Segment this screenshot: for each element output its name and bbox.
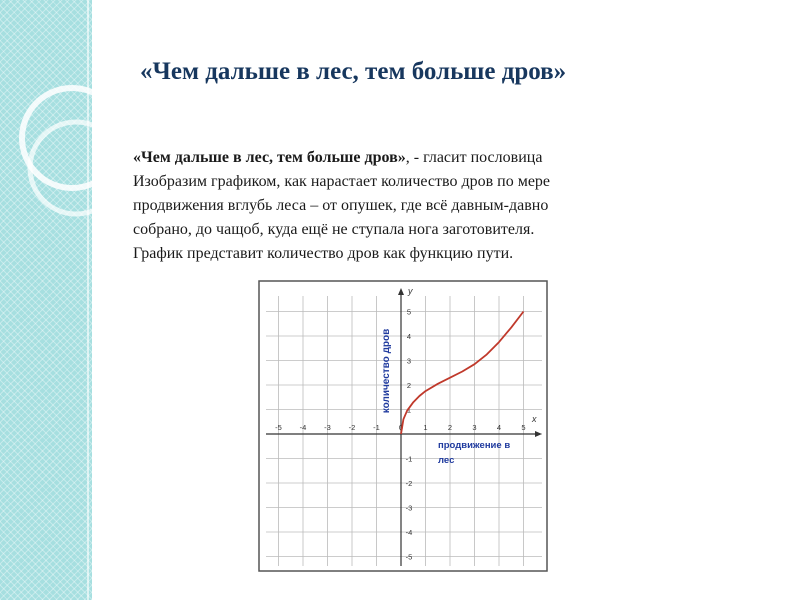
firewood-chart [258, 280, 548, 572]
chart-svg [258, 280, 548, 572]
y-tick-label: 3 [406, 356, 412, 366]
y-axis-letter: y [408, 286, 413, 296]
slide-paragraph [133, 146, 673, 266]
slide-title: «Чем дальше в лес, тем больше дров» [140, 58, 567, 85]
x-tick-label: 5 [521, 423, 526, 432]
x-axis-letter: x [532, 414, 537, 424]
x-tick-label: -4 [299, 423, 307, 432]
paragraph-line-1 [133, 146, 673, 170]
paragraph-line-3: продвижения вглубь леса – от опушек, где всё давным-давно [133, 197, 549, 214]
decorative-rings [0, 0, 92, 600]
x-axis-title-line-2: лес [438, 455, 455, 466]
paragraph-line-2: Изобразим графиком, как нарастает количество дров по мере [133, 173, 551, 190]
proverb-quote: «Чем дальше в лес, тем больше дров» [133, 149, 406, 166]
y-axis-title: количество дров [381, 328, 392, 414]
x-tick-label: 2 [447, 423, 453, 432]
x-tick-label: 4 [496, 423, 502, 432]
y-tick-label: -1 [405, 454, 413, 464]
x-tick-label: -2 [348, 423, 356, 432]
y-tick-label: -4 [405, 528, 413, 537]
y-tick-label: 5 [406, 307, 412, 317]
y-tick-label: 4 [406, 332, 412, 341]
y-tick-label: 2 [406, 381, 412, 390]
decorative-side-band [0, 0, 92, 600]
proverb-attribution: , - гласит пословица [405, 149, 543, 166]
paragraph-line-5: График представит количество дров как функцию пути. [133, 245, 514, 262]
y-tick-label: -3 [405, 503, 413, 513]
x-tick-label: 3 [472, 423, 477, 432]
paragraph-line-4: собрано, до чащоб, куда ещё не ступала нога заготовителя. [133, 221, 535, 238]
x-axis-title-line-1: продвижение в [438, 440, 511, 451]
y-tick-label: -2 [405, 479, 413, 488]
x-tick-label: 0 [398, 423, 404, 432]
x-tick-label: -5 [275, 423, 282, 432]
x-tick-label: 1 [423, 423, 428, 432]
y-tick-label: -5 [405, 552, 413, 562]
x-tick-label: -3 [324, 423, 331, 432]
x-tick-label: -1 [373, 423, 380, 432]
y-tick-label: 1 [406, 405, 412, 415]
